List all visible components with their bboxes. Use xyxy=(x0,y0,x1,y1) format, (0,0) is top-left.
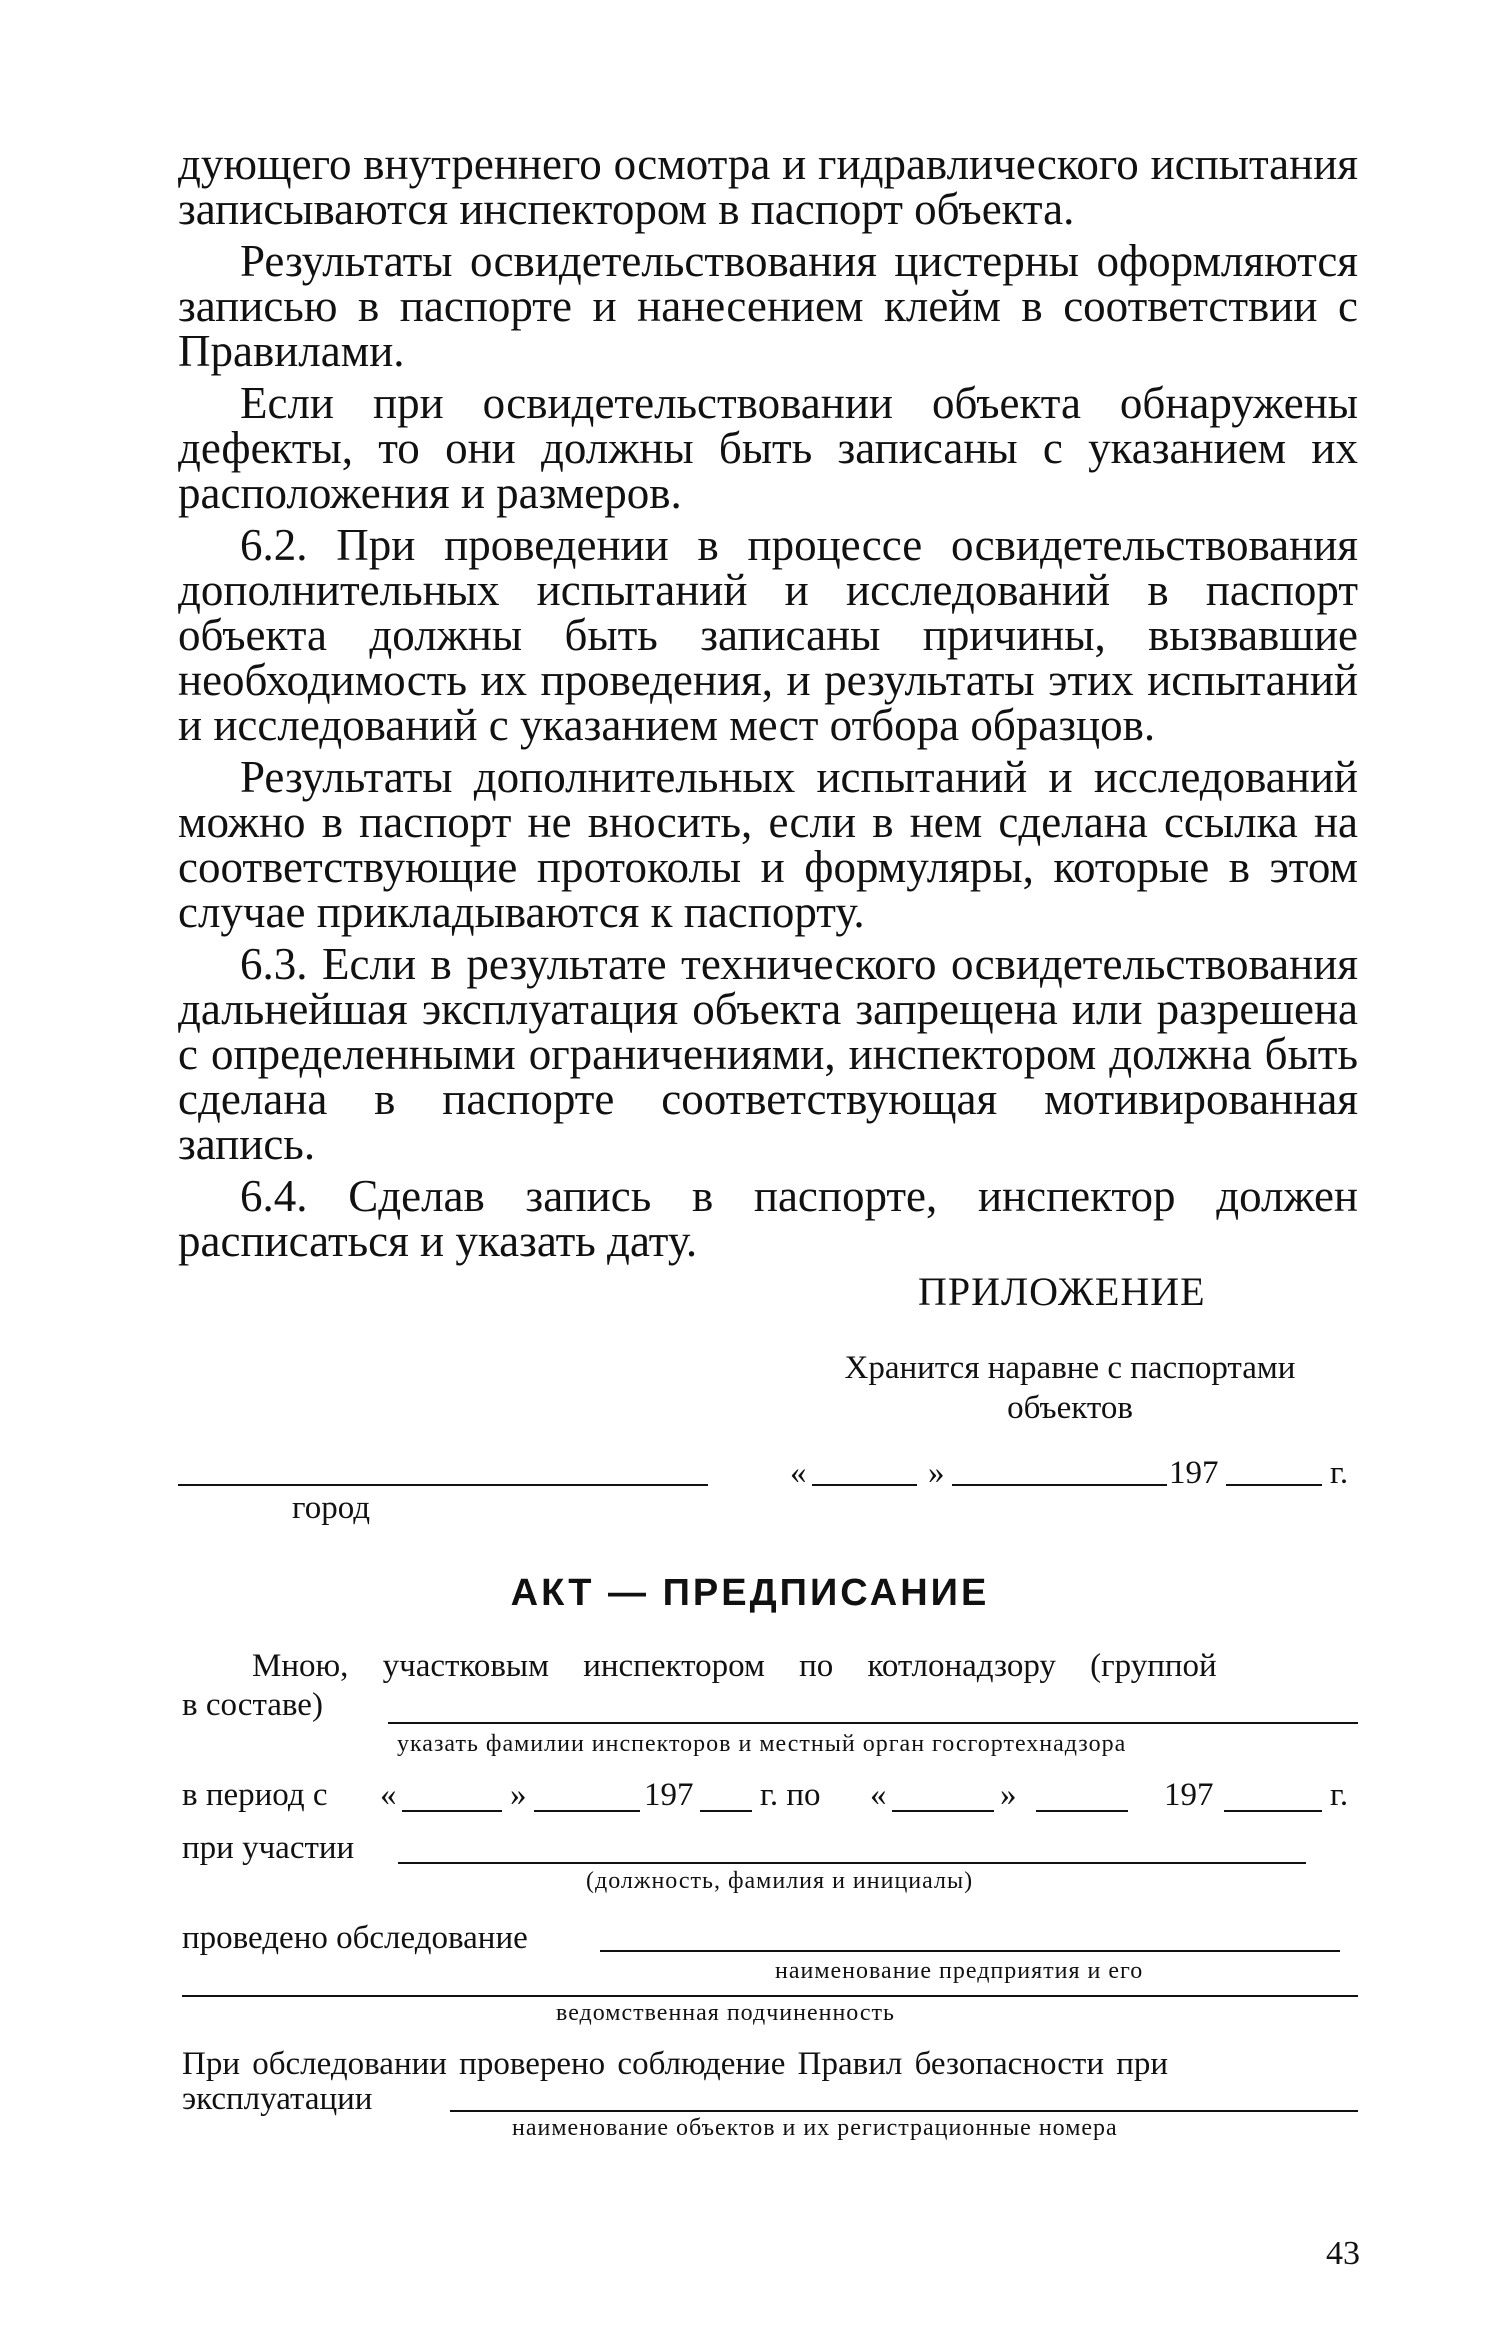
caption-enterprise: наименование предприятия и его xyxy=(775,1958,1144,1984)
date-quote-open: « xyxy=(790,1455,807,1491)
paragraph-continuation: дующего внутреннего осмотра и гидравлического испытания записываются инспектором в паспорт объекта. xyxy=(178,139,1358,234)
city-caption: город xyxy=(292,1490,371,1526)
caption-participation: (должность, фамилия и инициалы) xyxy=(586,1868,974,1894)
paragraph-6-2: 6.2. При проведении в процессе освидетельствования дополнительных испытаний и исследований в паспорт объекта должны быть записаны причины, вызвавшие необходимость их проведения, и результаты этих испытаний и исследований с указанием мест отбора образцов. xyxy=(178,520,1358,750)
period-quote-open-1: « xyxy=(380,1777,397,1813)
period-day-line-1 xyxy=(402,1810,502,1812)
body-text xyxy=(178,139,1358,1271)
survey-label: проведено обследование xyxy=(182,1920,528,1956)
participation-label: при участии xyxy=(182,1830,355,1866)
city-blank-line xyxy=(178,1484,708,1486)
act-line-1: Мною, участковым инспектором по котлонадзору (группой xyxy=(252,1648,1217,1684)
check-line-1: При обследовании проверено соблюдение Правил безопасности при xyxy=(182,2046,1169,2082)
page-number: 43 xyxy=(1326,2235,1360,2272)
paragraph-6-4: 6.4. Сделав запись в паспорте, инспектор должен расписаться и указать дату. xyxy=(178,1171,1358,1266)
caption-subordination: ведомственная подчиненность xyxy=(556,2000,895,2026)
period-year-line-1 xyxy=(700,1810,752,1812)
caption-objects: наименование объектов и их регистрационные номера xyxy=(512,2115,1118,2141)
caption-inspectors: указать фамилии инспекторов и местный орган госгортехнадзора xyxy=(397,1731,1127,1757)
period-month-line-1 xyxy=(534,1810,640,1812)
period-year-line-2 xyxy=(1224,1810,1322,1812)
date-year-suffix: г. xyxy=(1330,1455,1349,1491)
survey-blank-line xyxy=(600,1950,1340,1952)
inspectors-blank-line xyxy=(388,1722,1358,1724)
subordination-blank-line xyxy=(182,1995,1358,1997)
date-month-line xyxy=(952,1484,1167,1486)
period-year-suffix: г. xyxy=(1330,1777,1349,1813)
act-title: АКТ — ПРЕДПИСАНИЕ xyxy=(510,1572,990,1614)
date-year-prefix: 197 xyxy=(1169,1455,1219,1491)
period-quote-close-1: » xyxy=(510,1777,527,1813)
date-year-line xyxy=(1226,1484,1322,1486)
paragraph-6-3: 6.3. Если в результате технического освидетельствования дальнейшая эксплуатация объекта запрещена или разрешена с определенными ограничениями, инспектором должна быть сделана в паспорте соответствующая мотивированная запись. xyxy=(178,939,1358,1169)
date-quote-close: » xyxy=(928,1455,945,1491)
paragraph-defects: Если при освидетельствовании объекта обнаружены дефекты, то они должны быть записаны с указанием их расположения и размеров. xyxy=(178,378,1358,518)
period-day-line-2 xyxy=(892,1810,994,1812)
objects-blank-line xyxy=(450,2110,1358,2112)
date-day-line xyxy=(812,1484,917,1486)
period-to: г. по xyxy=(760,1777,821,1813)
appendix-title: ПРИЛОЖЕНИЕ xyxy=(918,1269,1206,1314)
period-year-prefix-1: 197 xyxy=(644,1777,694,1813)
period-month-line-2 xyxy=(1036,1810,1128,1812)
act-line-1b: в составе) xyxy=(182,1687,323,1723)
participation-blank-line xyxy=(398,1862,1306,1864)
paragraph-additional-results: Результаты дополнительных испытаний и исследований можно в паспорт не вносить, если в нем сделана ссылка на соответствующие протоколы и формуляры, которые в этом случае прикладываются к паспорту. xyxy=(178,752,1358,937)
period-label: в период с xyxy=(182,1777,328,1813)
appendix-note: Хранится наравне с паспортами объектов xyxy=(844,1350,1296,1426)
period-quote-close-2: » xyxy=(1000,1777,1017,1813)
check-line-2: эксплуатации xyxy=(182,2081,373,2117)
paragraph-results-cistern: Результаты освидетельствования цистерны оформляются записью в паспорте и нанесением клейм в соответствии с Правилами. xyxy=(178,236,1358,376)
period-quote-open-2: « xyxy=(870,1777,887,1813)
period-year-prefix-2: 197 xyxy=(1164,1777,1214,1813)
